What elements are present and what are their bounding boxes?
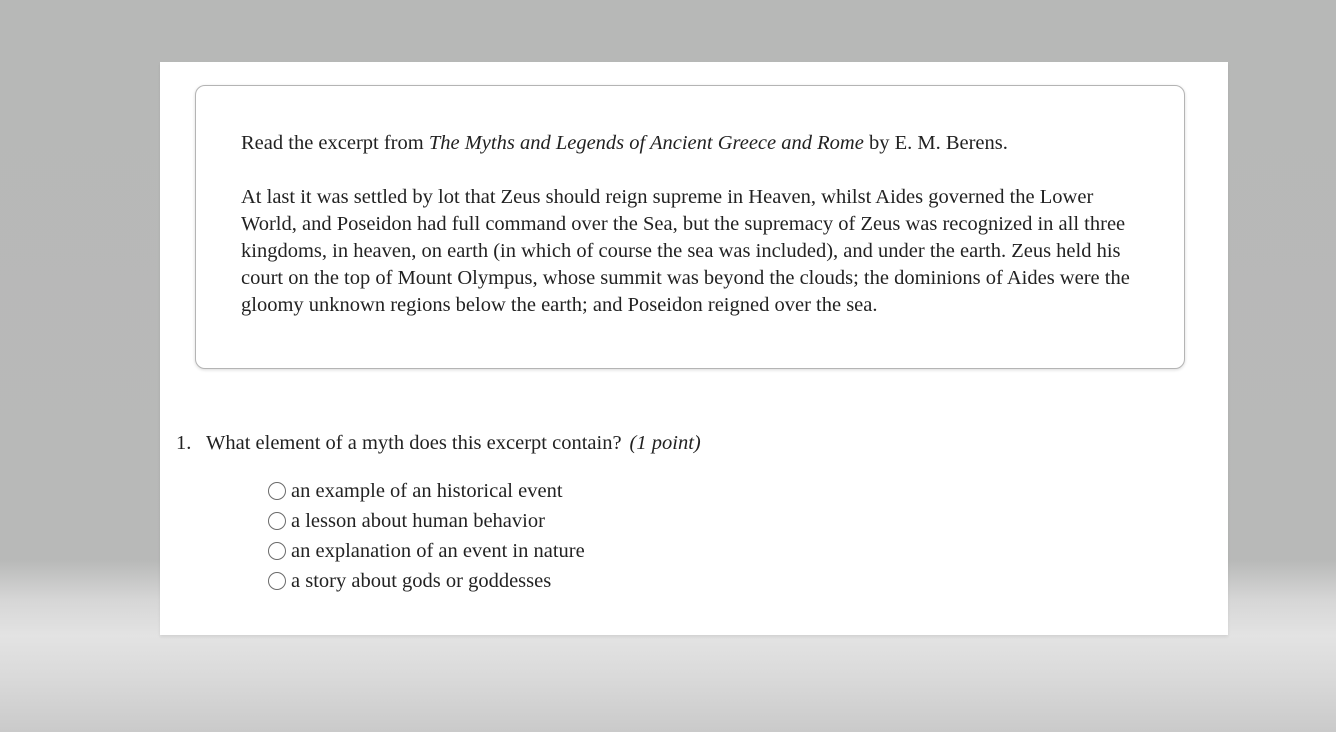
passage-box [195,85,1185,369]
passage-excerpt: At last it was settled by lot that Zeus should reign supreme in Heaven, whilst Aides governed the Lower World, and Poseidon had full command over the Sea, but the supremacy of Zeus was recognized in all three kingdoms, in heaven, on earth (in which of course the sea was included), and under the earth. Zeus held his court on the top of Mount Olympus, whose summit was beyond the clouds; the dominions of Aides were the gloomy unknown regions below the earth; and Poseidon reigned over the sea. [241,186,1130,316]
intro-prefix: Read the excerpt from [241,132,429,154]
question-points: (1 point) [629,432,701,454]
answer-option[interactable] [268,476,585,506]
answer-option-label: a lesson about human behavior [291,509,545,532]
question-1 [176,430,701,457]
radio-button-icon[interactable] [268,482,286,500]
question-number: 1. [176,432,192,454]
book-title: The Myths and Legends of Ancient Greece and Rome [428,132,864,154]
answer-option-label: an example of an historical event [291,479,563,502]
question-text: What element of a myth does this excerpt contain? [206,432,622,454]
answer-option[interactable] [268,536,585,566]
answer-option[interactable] [268,566,585,596]
answer-option-label: an explanation of an event in nature [291,539,585,562]
answer-option[interactable] [268,506,585,536]
quiz-page [160,62,1228,635]
intro-suffix: by E. M. Berens. [863,132,1008,154]
answer-options [268,476,585,596]
answer-option-label: a story about gods or goddesses [291,569,552,592]
passage-intro [241,130,1008,157]
radio-button-icon[interactable] [268,512,286,530]
radio-button-icon[interactable] [268,572,286,590]
radio-button-icon[interactable] [268,542,286,560]
